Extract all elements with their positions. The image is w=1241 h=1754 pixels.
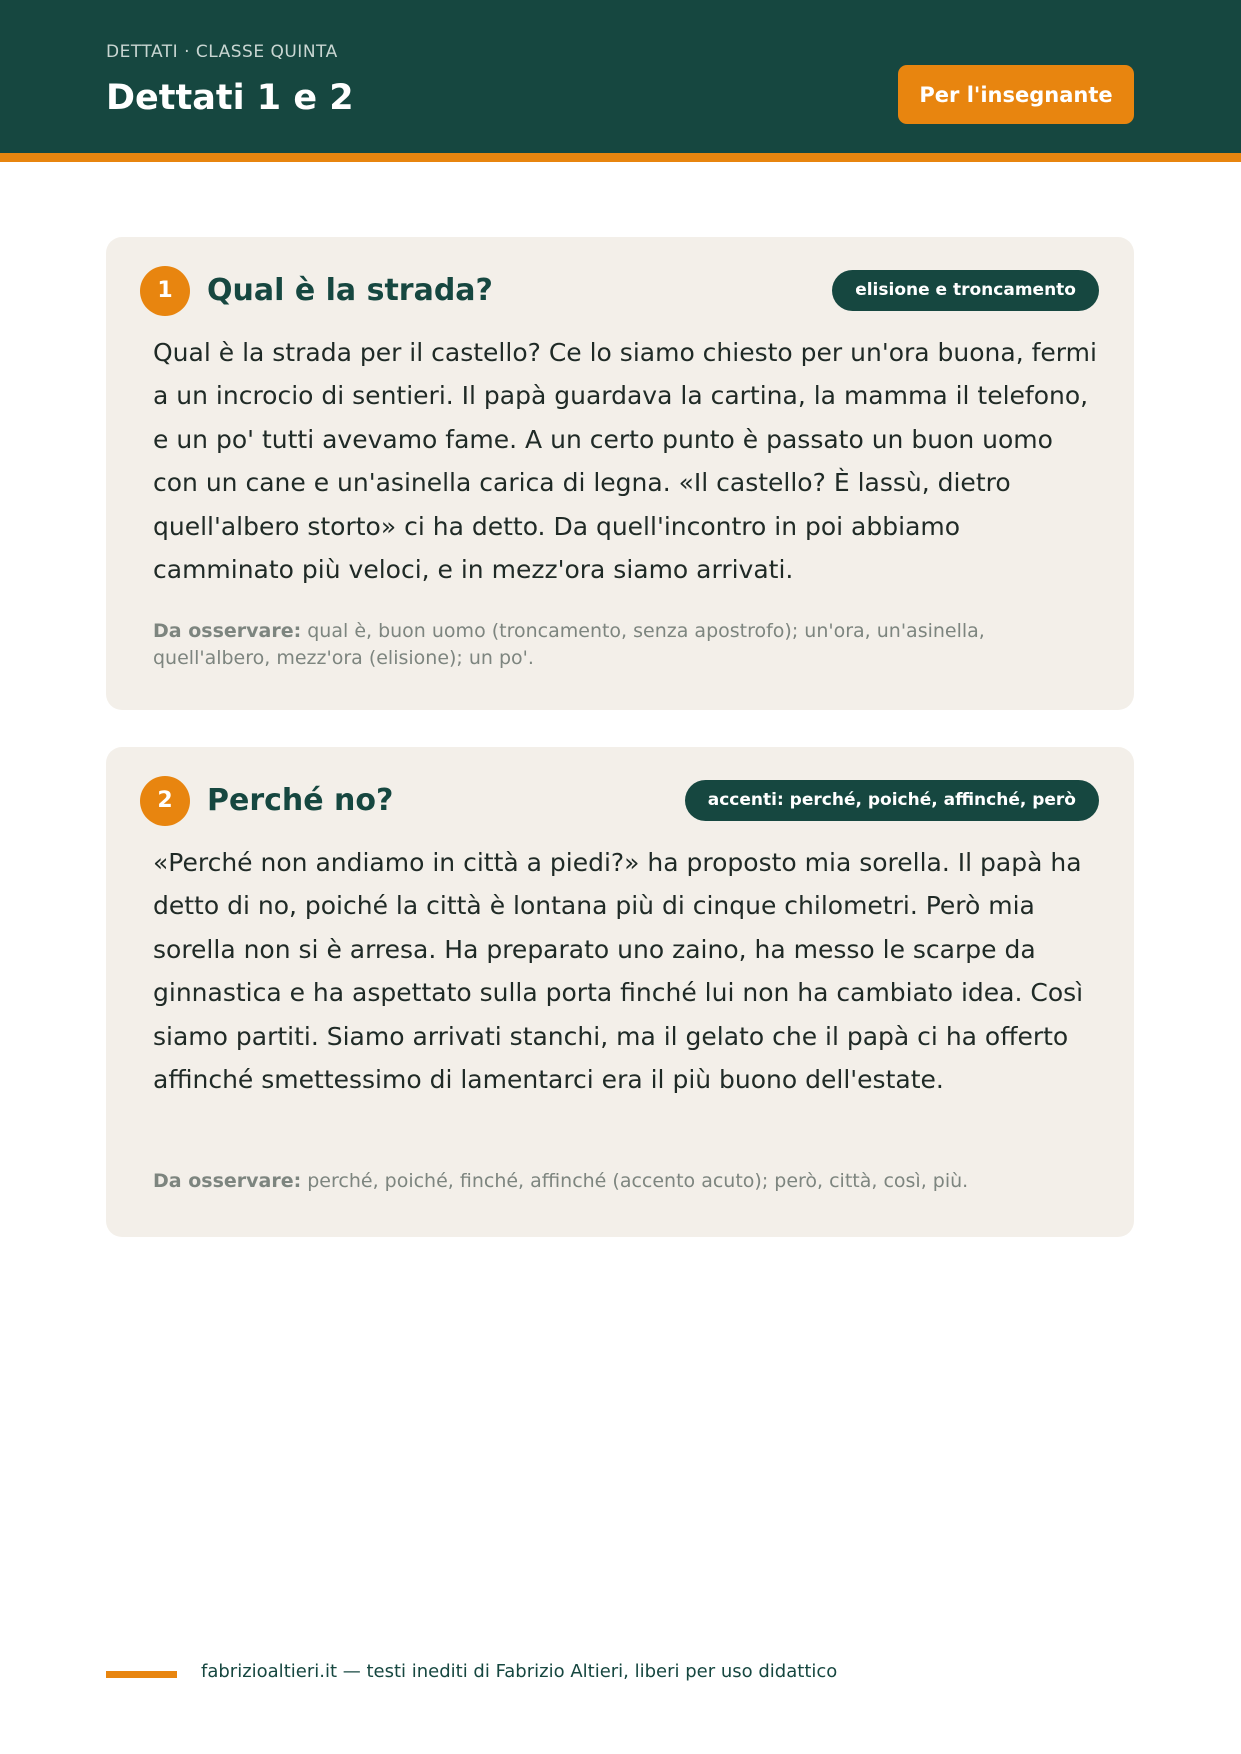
observation-text: perché, poiché, finché, affinché (accento acuto); però, città, così, più. [307, 1170, 969, 1192]
topic-tag: accenti: perché, poiché, affinché, però [685, 780, 1099, 821]
footer-text: fabrizioaltieri.it — testi inediti di Fabrizio Altieri, liberi per uso didattico [201, 1661, 838, 1682]
header-kicker: DETTATI · CLASSE QUINTA [106, 42, 338, 62]
dictation-number-badge: 2 [140, 776, 190, 826]
observation-note [153, 618, 1098, 672]
dictation-text: «Perché non andiamo in città a piedi?» ha proposto mia sorella. Il papà ha detto di no, poiché la città è lontana più di cinque chilometri. Però mia sorella non si è arresa. Ha preparato uno zaino, ha messo le scarpe da ginnastica e ha aspettato sulla porta finché lui non ha cambiato idea. Così siamo partiti. Siamo arrivati stanchi, ma il gelato che il papà ci ha offerto affinché smettessimo di lamentarci era il più buono dell'estate. [153, 848, 1084, 1095]
dictation-title: Perché no? [207, 783, 394, 818]
page-header [0, 0, 1241, 153]
header-accent-stripe [0, 153, 1241, 162]
dictation-title: Qual è la strada? [207, 273, 493, 308]
dictation-text: Qual è la strada per il castello? Ce lo siamo chiesto per un'ora buona, fermi a un incrocio di sentieri. Il papà guardava la cartina, la mamma il telefono, e un po' tutti avevamo fame. A un certo punto è passato un buon uomo con un cane e un'asinella carica di legna. «Il castello? È lassù, dietro quell'albero storto» ci ha detto. Da quell'incontro in poi abbiamo camminato più veloci, e in mezz'ora siamo arrivati. [153, 338, 1097, 585]
page-title: Dettati 1 e 2 [106, 78, 354, 118]
observation-note [153, 1168, 1098, 1195]
dictation-card-1 [106, 237, 1134, 710]
topic-tag: elisione e troncamento [832, 270, 1099, 311]
dictation-card-2 [106, 747, 1134, 1237]
dictation-number-badge: 1 [140, 266, 190, 316]
observation-label: Da osservare: [153, 620, 302, 642]
observation-text: qual è, buon uomo (troncamento, senza apostrofo); un'ora, un'asinella, quell'albero, mezz'ora (elisione); un po'. [153, 620, 985, 669]
observation-label: Da osservare: [153, 1170, 302, 1192]
footer-accent-bar [106, 1671, 177, 1678]
teacher-button[interactable]: Per l'insegnante [898, 65, 1134, 124]
